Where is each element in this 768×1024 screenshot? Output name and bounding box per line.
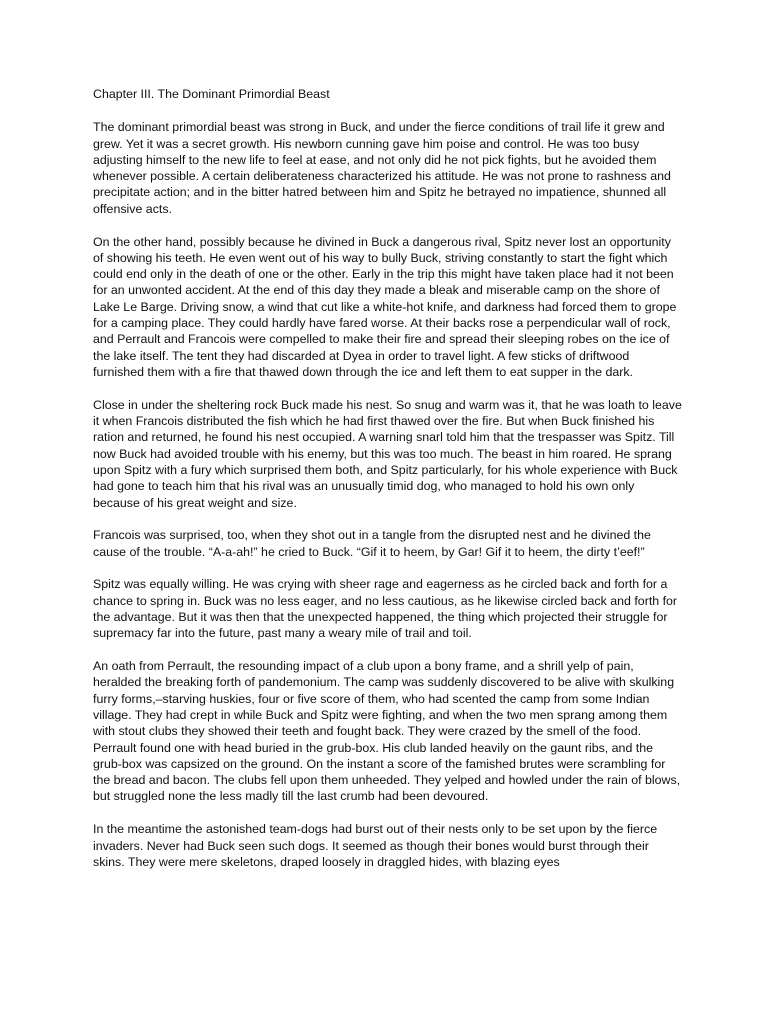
paragraph-3: Close in under the sheltering rock Buck made his nest. So snug and warm was it, that he was loath to leave it when Francois distributed the fish which he had first thawed over the fire. But when Buck finished his ration and returned, he found his nest occupied. A warning snarl told him that the trespasser was Spitz. Till now Buck had avoided trouble with his enemy, but this was too much. The beast in him roared. He sprang upon Spitz with a fury which surprised them both, and Spitz particularly, for his whole experience with Buck had gone to teach him that his rival was an unusually timid dog, who managed to hold his own only because of his great weight and size. bbox=[93, 397, 682, 510]
paragraph-1: The dominant primordial beast was strong in Buck, and under the fierce conditions of trail life it grew and grew. Yet it was a secret growth. His newborn cunning gave him poise and control. He was too busy adjusting himself to the new life to feel at ease, and not only did he not pick fights, but he avoided them whenever possible. A certain deliberateness characterized his attitude. He was not prone to rashness and precipitate action; and in the bitter hatred between him and Spitz he betrayed no impatience, shunned all offensive acts. bbox=[93, 120, 671, 216]
paragraph-7: In the meantime the astonished team-dogs had burst out of their nests only to be set upon by the fierce invaders. Never had Buck seen such dogs. It seemed as though their bones would burst through their skins. They were mere skeletons, draped loosely in draggled hides, with blazing eyes bbox=[93, 822, 658, 869]
paragraph-4: Francois was surprised, too, when they shot out in a tangle from the disrupted nest and he divined the cause of the trouble. “A-a-ah!” he cried to Buck. “Gif it to heem, by Gar! Gif it to heem, the dirty t’eef!” bbox=[93, 528, 651, 559]
paragraph-5: Spitz was equally willing. He was crying with sheer rage and eagerness as he circled back and forth for a chance to spring in. Buck was no less eager, and no less cautious, as he likewise circled back and forth for the advantage. But it was then that the unexpected happened, the thing which projected their struggle for supremacy far into the future, past many a weary mile of trail and toil. bbox=[93, 577, 678, 641]
paragraph-6: An oath from Perrault, the resounding impact of a club upon a bony frame, and a shrill yelp of pain, heralded the breaking forth of pandemonium. The camp was suddenly discovered to be alive with skulking furry forms,–starving huskies, four or five score of them, who had scented the camp from some Indian village. They had crept in while Buck and Spitz were fighting, and when the two men sprang among them with stout clubs they showed their teeth and fought back. They were crazed by the smell of the food. Perrault found one with head buried in the grub-box. His club landed heavily on the gaunt ribs, and the grub-box was capsized on the ground. On the instant a score of the famished brutes were scrambling for the bread and bacon. The clubs fell upon them unheeded. They yelped and howled under the rain of blows, but struggled none the less madly till the last crumb had been devoured. bbox=[93, 659, 681, 804]
chapter-title: Chapter III. The Dominant Primordial Beast bbox=[93, 87, 330, 101]
paragraph-2: On the other hand, possibly because he divined in Buck a dangerous rival, Spitz never lost an opportunity of showing his teeth. He even went out of his way to bully Buck, striving constantly to start the fight which could end only in the death of one or the other. Early in the trip this might have taken place had it not been for an unwonted accident. At the end of this day they made a bleak and miserable camp on the shore of Lake Le Barge. Driving snow, a wind that cut like a white-hot knife, and darkness had forced them to grope for a camping place. They could hardly have fared worse. At their backs rose a perpendicular wall of rock, and Perrault and Francois were compelled to make their fire and spread their sleeping robes on the ice of the lake itself. The tent they had discarded at Dyea in order to travel light. A few sticks of driftwood furnished them with a fire that thawed down through the ice and left them to eat supper in the dark. bbox=[93, 234, 677, 379]
document-page bbox=[93, 86, 683, 887]
